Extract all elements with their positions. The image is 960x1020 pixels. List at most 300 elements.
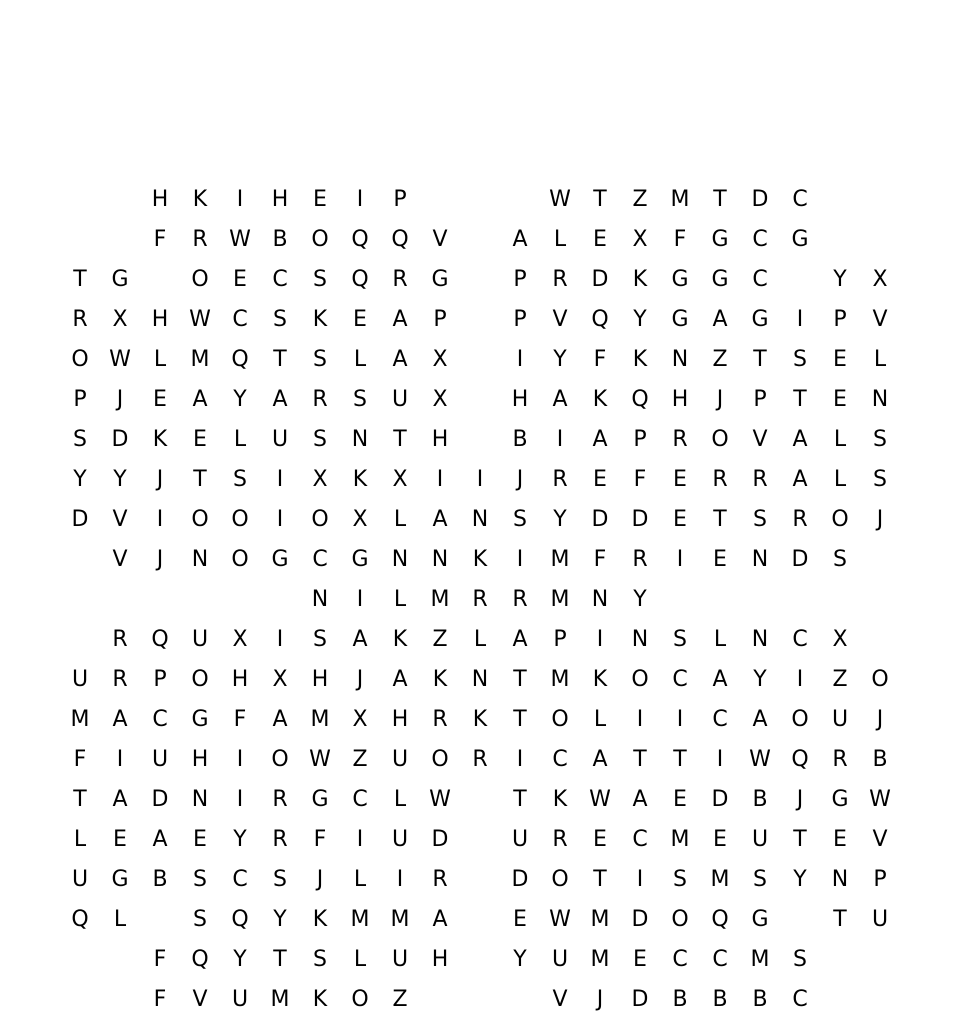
letter-cell[interactable]: T bbox=[793, 827, 807, 852]
letter-cell[interactable]: T bbox=[593, 867, 607, 892]
letter-cell[interactable]: D bbox=[151, 787, 169, 812]
letter-cell[interactable]: L bbox=[553, 227, 567, 252]
letter-cell[interactable]: Y bbox=[553, 347, 567, 372]
letter-cell[interactable]: N bbox=[431, 547, 449, 572]
letter-cell[interactable]: L bbox=[73, 827, 87, 852]
letter-cell[interactable]: C bbox=[352, 787, 368, 812]
letter-cell[interactable]: E bbox=[193, 427, 207, 452]
letter-cell[interactable]: M bbox=[390, 907, 410, 932]
letter-cell[interactable]: P bbox=[633, 427, 647, 452]
letter-cell[interactable]: L bbox=[833, 467, 847, 492]
letter-cell[interactable]: H bbox=[431, 947, 449, 972]
letter-cell[interactable]: K bbox=[152, 427, 168, 452]
letter-cell[interactable]: S bbox=[233, 467, 247, 492]
letter-cell[interactable]: S bbox=[273, 307, 287, 332]
letter-cell[interactable]: G bbox=[431, 267, 449, 292]
letter-cell[interactable]: C bbox=[272, 267, 288, 292]
letter-cell[interactable]: S bbox=[73, 427, 87, 452]
letter-cell[interactable]: D bbox=[631, 907, 649, 932]
letter-cell[interactable]: G bbox=[111, 867, 129, 892]
letter-cell[interactable]: B bbox=[152, 867, 168, 892]
letter-cell[interactable]: E bbox=[833, 347, 847, 372]
letter-cell[interactable]: I bbox=[476, 467, 484, 492]
letter-cell[interactable]: K bbox=[192, 187, 208, 212]
letter-cell[interactable]: C bbox=[752, 227, 768, 252]
letter-cell[interactable]: H bbox=[431, 427, 449, 452]
letter-cell[interactable]: X bbox=[872, 267, 888, 292]
letter-cell[interactable]: M bbox=[550, 667, 570, 692]
letter-cell[interactable]: R bbox=[472, 747, 488, 772]
letter-cell[interactable]: I bbox=[636, 867, 644, 892]
letter-cell[interactable]: I bbox=[556, 427, 564, 452]
letter-cell[interactable]: J bbox=[516, 467, 524, 492]
letter-cell[interactable]: C bbox=[792, 627, 808, 652]
letter-cell[interactable]: Y bbox=[73, 467, 87, 492]
letter-cell[interactable]: C bbox=[752, 267, 768, 292]
letter-cell[interactable]: W bbox=[109, 347, 131, 372]
letter-cell[interactable]: P bbox=[513, 307, 527, 332]
letter-cell[interactable]: W bbox=[229, 227, 251, 252]
letter-cell[interactable]: R bbox=[752, 467, 768, 492]
letter-cell[interactable]: I bbox=[676, 547, 684, 572]
letter-cell[interactable]: T bbox=[713, 507, 727, 532]
letter-cell[interactable]: Z bbox=[392, 987, 408, 1012]
letter-cell[interactable]: O bbox=[71, 347, 89, 372]
letter-cell[interactable]: R bbox=[552, 827, 568, 852]
letter-cell[interactable]: I bbox=[276, 627, 284, 652]
letter-cell[interactable]: J bbox=[716, 387, 724, 412]
letter-cell[interactable]: A bbox=[192, 387, 208, 412]
letter-cell[interactable]: L bbox=[153, 347, 167, 372]
letter-cell[interactable]: G bbox=[751, 907, 769, 932]
letter-cell[interactable]: H bbox=[671, 387, 689, 412]
letter-cell[interactable]: I bbox=[276, 507, 284, 532]
letter-cell[interactable]: U bbox=[391, 747, 409, 772]
letter-cell[interactable]: J bbox=[796, 787, 804, 812]
letter-cell[interactable]: W bbox=[189, 307, 211, 332]
letter-cell[interactable]: C bbox=[232, 307, 248, 332]
letter-cell[interactable]: J bbox=[876, 507, 884, 532]
letter-cell[interactable]: X bbox=[632, 227, 648, 252]
letter-cell[interactable]: O bbox=[351, 987, 369, 1012]
letter-cell[interactable]: O bbox=[671, 907, 689, 932]
letter-cell[interactable]: Q bbox=[351, 267, 369, 292]
letter-cell[interactable]: O bbox=[831, 507, 849, 532]
letter-cell[interactable]: F bbox=[673, 227, 687, 252]
letter-cell[interactable]: W bbox=[429, 787, 451, 812]
letter-cell[interactable]: O bbox=[191, 267, 209, 292]
letter-cell[interactable]: X bbox=[312, 467, 328, 492]
letter-cell[interactable]: Q bbox=[71, 907, 89, 932]
letter-cell[interactable]: X bbox=[352, 507, 368, 532]
letter-cell[interactable]: R bbox=[72, 307, 88, 332]
letter-cell[interactable]: M bbox=[270, 987, 290, 1012]
letter-cell[interactable]: E bbox=[713, 827, 727, 852]
letter-cell[interactable]: U bbox=[231, 987, 249, 1012]
letter-cell[interactable]: S bbox=[873, 427, 887, 452]
letter-cell[interactable]: G bbox=[671, 307, 689, 332]
letter-cell[interactable]: I bbox=[356, 827, 364, 852]
letter-cell[interactable]: K bbox=[352, 467, 368, 492]
letter-cell[interactable]: S bbox=[313, 427, 327, 452]
letter-cell[interactable]: S bbox=[273, 867, 287, 892]
letter-cell[interactable]: V bbox=[432, 227, 448, 252]
letter-cell[interactable]: N bbox=[391, 547, 409, 572]
letter-cell[interactable]: J bbox=[596, 987, 604, 1012]
letter-cell[interactable]: K bbox=[432, 667, 448, 692]
letter-cell[interactable]: Y bbox=[273, 907, 287, 932]
letter-cell[interactable]: B bbox=[672, 987, 688, 1012]
letter-cell[interactable]: A bbox=[792, 427, 808, 452]
letter-cell[interactable]: M bbox=[550, 587, 570, 612]
letter-cell[interactable]: E bbox=[673, 467, 687, 492]
letter-cell[interactable]: U bbox=[391, 947, 409, 972]
letter-cell[interactable]: E bbox=[713, 547, 727, 572]
letter-cell[interactable]: N bbox=[591, 587, 609, 612]
letter-cell[interactable]: A bbox=[432, 507, 448, 532]
letter-cell[interactable]: F bbox=[153, 947, 167, 972]
letter-cell[interactable]: N bbox=[311, 587, 329, 612]
letter-cell[interactable]: T bbox=[273, 347, 287, 372]
letter-cell[interactable]: R bbox=[432, 707, 448, 732]
letter-cell[interactable]: U bbox=[391, 387, 409, 412]
letter-cell[interactable]: Q bbox=[231, 347, 249, 372]
letter-cell[interactable]: I bbox=[276, 467, 284, 492]
letter-cell[interactable]: Q bbox=[791, 747, 809, 772]
letter-cell[interactable]: N bbox=[751, 547, 769, 572]
letter-cell[interactable]: M bbox=[710, 867, 730, 892]
letter-cell[interactable]: R bbox=[112, 627, 128, 652]
letter-cell[interactable]: V bbox=[112, 507, 128, 532]
letter-cell[interactable]: Q bbox=[191, 947, 209, 972]
letter-cell[interactable]: M bbox=[350, 907, 370, 932]
letter-cell[interactable]: A bbox=[272, 707, 288, 732]
letter-cell[interactable]: P bbox=[433, 307, 447, 332]
letter-cell[interactable]: Y bbox=[513, 947, 527, 972]
letter-cell[interactable]: T bbox=[513, 707, 527, 732]
letter-cell[interactable]: A bbox=[632, 787, 648, 812]
letter-cell[interactable]: A bbox=[152, 827, 168, 852]
letter-cell[interactable]: M bbox=[430, 587, 450, 612]
letter-cell[interactable]: O bbox=[311, 507, 329, 532]
letter-cell[interactable]: D bbox=[511, 867, 529, 892]
letter-cell[interactable]: R bbox=[392, 267, 408, 292]
letter-cell[interactable]: I bbox=[796, 307, 804, 332]
letter-cell[interactable]: V bbox=[752, 427, 768, 452]
letter-cell[interactable]: H bbox=[511, 387, 529, 412]
letter-cell[interactable]: Y bbox=[793, 867, 807, 892]
letter-cell[interactable]: T bbox=[513, 787, 527, 812]
letter-cell[interactable]: U bbox=[191, 627, 209, 652]
letter-cell[interactable]: K bbox=[552, 787, 568, 812]
letter-cell[interactable]: Y bbox=[233, 827, 247, 852]
letter-cell[interactable]: I bbox=[716, 747, 724, 772]
letter-cell[interactable]: U bbox=[751, 827, 769, 852]
letter-cell[interactable]: S bbox=[673, 867, 687, 892]
letter-cell[interactable]: C bbox=[792, 987, 808, 1012]
letter-cell[interactable]: W bbox=[749, 747, 771, 772]
letter-cell[interactable]: D bbox=[791, 547, 809, 572]
letter-cell[interactable]: K bbox=[632, 267, 648, 292]
letter-cell[interactable]: R bbox=[792, 507, 808, 532]
letter-cell[interactable]: W bbox=[589, 787, 611, 812]
letter-cell[interactable]: W bbox=[549, 907, 571, 932]
letter-cell[interactable]: A bbox=[432, 907, 448, 932]
letter-cell[interactable]: U bbox=[511, 827, 529, 852]
letter-cell[interactable]: G bbox=[351, 547, 369, 572]
letter-cell[interactable]: L bbox=[833, 427, 847, 452]
letter-cell[interactable]: N bbox=[191, 547, 209, 572]
letter-cell[interactable]: I bbox=[516, 347, 524, 372]
letter-cell[interactable]: E bbox=[233, 267, 247, 292]
letter-cell[interactable]: L bbox=[713, 627, 727, 652]
letter-cell[interactable]: X bbox=[352, 707, 368, 732]
letter-cell[interactable]: E bbox=[833, 387, 847, 412]
letter-cell[interactable]: X bbox=[112, 307, 128, 332]
letter-cell[interactable]: O bbox=[431, 747, 449, 772]
letter-cell[interactable]: M bbox=[590, 947, 610, 972]
letter-cell[interactable]: B bbox=[752, 987, 768, 1012]
letter-cell[interactable]: D bbox=[751, 187, 769, 212]
letter-cell[interactable]: A bbox=[512, 227, 528, 252]
letter-cell[interactable]: P bbox=[873, 867, 887, 892]
letter-cell[interactable]: X bbox=[432, 387, 448, 412]
letter-cell[interactable]: U bbox=[871, 907, 889, 932]
letter-cell[interactable]: L bbox=[353, 867, 367, 892]
letter-cell[interactable]: H bbox=[271, 187, 289, 212]
letter-cell[interactable]: X bbox=[272, 667, 288, 692]
letter-cell[interactable]: N bbox=[351, 427, 369, 452]
letter-cell[interactable]: N bbox=[471, 507, 489, 532]
letter-cell[interactable]: N bbox=[191, 787, 209, 812]
letter-cell[interactable]: O bbox=[191, 507, 209, 532]
letter-cell[interactable]: J bbox=[356, 667, 364, 692]
letter-cell[interactable]: C bbox=[312, 547, 328, 572]
letter-cell[interactable]: R bbox=[712, 467, 728, 492]
letter-cell[interactable]: X bbox=[232, 627, 248, 652]
letter-cell[interactable]: K bbox=[632, 347, 648, 372]
letter-cell[interactable]: T bbox=[73, 267, 87, 292]
letter-cell[interactable]: T bbox=[593, 187, 607, 212]
letter-cell[interactable]: I bbox=[676, 707, 684, 732]
letter-cell[interactable]: D bbox=[431, 827, 449, 852]
letter-cell[interactable]: K bbox=[472, 547, 488, 572]
letter-cell[interactable]: F bbox=[313, 827, 327, 852]
letter-cell[interactable]: O bbox=[871, 667, 889, 692]
letter-cell[interactable]: C bbox=[712, 707, 728, 732]
letter-cell[interactable]: V bbox=[552, 307, 568, 332]
letter-cell[interactable]: I bbox=[356, 587, 364, 612]
letter-cell[interactable]: V bbox=[552, 987, 568, 1012]
letter-cell[interactable]: B bbox=[512, 427, 528, 452]
letter-cell[interactable]: I bbox=[516, 747, 524, 772]
letter-cell[interactable]: J bbox=[116, 387, 124, 412]
letter-cell[interactable]: C bbox=[672, 667, 688, 692]
letter-cell[interactable]: N bbox=[831, 867, 849, 892]
letter-cell[interactable]: P bbox=[393, 187, 407, 212]
letter-cell[interactable]: R bbox=[632, 547, 648, 572]
letter-cell[interactable]: R bbox=[672, 427, 688, 452]
letter-cell[interactable]: N bbox=[671, 347, 689, 372]
letter-cell[interactable]: O bbox=[791, 707, 809, 732]
letter-cell[interactable]: C bbox=[232, 867, 248, 892]
letter-cell[interactable]: K bbox=[592, 387, 608, 412]
letter-cell[interactable]: J bbox=[316, 867, 324, 892]
letter-cell[interactable]: A bbox=[712, 667, 728, 692]
letter-cell[interactable]: H bbox=[231, 667, 249, 692]
letter-cell[interactable]: M bbox=[670, 187, 690, 212]
letter-cell[interactable]: Y bbox=[633, 587, 647, 612]
letter-cell[interactable]: Q bbox=[711, 907, 729, 932]
letter-cell[interactable]: L bbox=[393, 787, 407, 812]
letter-cell[interactable]: C bbox=[152, 707, 168, 732]
letter-cell[interactable]: P bbox=[153, 667, 167, 692]
letter-cell[interactable]: E bbox=[833, 827, 847, 852]
letter-cell[interactable]: M bbox=[670, 827, 690, 852]
letter-cell[interactable]: R bbox=[552, 267, 568, 292]
letter-cell[interactable]: U bbox=[831, 707, 849, 732]
letter-cell[interactable]: I bbox=[796, 667, 804, 692]
letter-cell[interactable]: K bbox=[312, 907, 328, 932]
letter-cell[interactable]: G bbox=[671, 267, 689, 292]
letter-cell[interactable]: G bbox=[711, 267, 729, 292]
letter-cell[interactable]: I bbox=[236, 787, 244, 812]
letter-cell[interactable]: E bbox=[513, 907, 527, 932]
letter-cell[interactable]: E bbox=[113, 827, 127, 852]
letter-cell[interactable]: L bbox=[393, 507, 407, 532]
letter-cell[interactable]: A bbox=[392, 307, 408, 332]
letter-cell[interactable]: B bbox=[752, 787, 768, 812]
letter-cell[interactable]: M bbox=[190, 347, 210, 372]
letter-cell[interactable]: L bbox=[353, 347, 367, 372]
letter-cell[interactable]: R bbox=[112, 667, 128, 692]
letter-cell[interactable]: M bbox=[70, 707, 90, 732]
letter-cell[interactable]: T bbox=[713, 187, 727, 212]
letter-cell[interactable]: D bbox=[71, 507, 89, 532]
letter-cell[interactable]: A bbox=[352, 627, 368, 652]
letter-cell[interactable]: P bbox=[833, 307, 847, 332]
letter-cell[interactable]: H bbox=[311, 667, 329, 692]
letter-cell[interactable]: R bbox=[272, 787, 288, 812]
letter-cell[interactable]: F bbox=[153, 227, 167, 252]
letter-cell[interactable]: F bbox=[593, 547, 607, 572]
letter-cell[interactable]: B bbox=[872, 747, 888, 772]
letter-cell[interactable]: C bbox=[632, 827, 648, 852]
letter-cell[interactable]: S bbox=[753, 507, 767, 532]
letter-cell[interactable]: S bbox=[313, 627, 327, 652]
letter-cell[interactable]: S bbox=[353, 387, 367, 412]
letter-cell[interactable]: O bbox=[311, 227, 329, 252]
letter-cell[interactable]: R bbox=[432, 867, 448, 892]
letter-cell[interactable]: O bbox=[271, 747, 289, 772]
letter-cell[interactable]: Y bbox=[113, 467, 127, 492]
letter-cell[interactable]: P bbox=[73, 387, 87, 412]
letter-cell[interactable]: W bbox=[309, 747, 331, 772]
letter-cell[interactable]: P bbox=[553, 627, 567, 652]
letter-cell[interactable]: U bbox=[271, 427, 289, 452]
letter-cell[interactable]: A bbox=[112, 787, 128, 812]
letter-cell[interactable]: D bbox=[631, 987, 649, 1012]
letter-cell[interactable]: Y bbox=[233, 387, 247, 412]
letter-cell[interactable]: R bbox=[512, 587, 528, 612]
letter-cell[interactable]: R bbox=[272, 827, 288, 852]
letter-cell[interactable]: F bbox=[633, 467, 647, 492]
letter-cell[interactable]: D bbox=[591, 267, 609, 292]
letter-cell[interactable]: T bbox=[633, 747, 647, 772]
letter-cell[interactable]: X bbox=[832, 627, 848, 652]
letter-cell[interactable]: T bbox=[753, 347, 767, 372]
letter-cell[interactable]: H bbox=[151, 187, 169, 212]
letter-cell[interactable]: F bbox=[73, 747, 87, 772]
letter-cell[interactable]: W bbox=[549, 187, 571, 212]
letter-cell[interactable]: I bbox=[236, 187, 244, 212]
letter-cell[interactable]: T bbox=[193, 467, 207, 492]
letter-cell[interactable]: P bbox=[513, 267, 527, 292]
letter-cell[interactable]: J bbox=[156, 547, 164, 572]
letter-cell[interactable]: Q bbox=[151, 627, 169, 652]
letter-cell[interactable]: N bbox=[751, 627, 769, 652]
letter-cell[interactable]: H bbox=[191, 747, 209, 772]
letter-cell[interactable]: D bbox=[631, 507, 649, 532]
letter-cell[interactable]: U bbox=[71, 667, 89, 692]
letter-cell[interactable]: C bbox=[672, 947, 688, 972]
letter-cell[interactable]: A bbox=[792, 467, 808, 492]
letter-cell[interactable]: G bbox=[111, 267, 129, 292]
letter-cell[interactable]: Q bbox=[231, 907, 249, 932]
letter-cell[interactable]: A bbox=[272, 387, 288, 412]
letter-cell[interactable]: Y bbox=[833, 267, 847, 292]
letter-cell[interactable]: K bbox=[312, 987, 328, 1012]
letter-cell[interactable]: S bbox=[673, 627, 687, 652]
letter-cell[interactable]: Y bbox=[233, 947, 247, 972]
letter-cell[interactable]: I bbox=[436, 467, 444, 492]
letter-cell[interactable]: S bbox=[513, 507, 527, 532]
letter-cell[interactable]: A bbox=[392, 347, 408, 372]
letter-cell[interactable]: I bbox=[636, 707, 644, 732]
letter-cell[interactable]: S bbox=[793, 947, 807, 972]
letter-cell[interactable]: Q bbox=[631, 387, 649, 412]
letter-cell[interactable]: S bbox=[873, 467, 887, 492]
letter-cell[interactable]: C bbox=[552, 747, 568, 772]
letter-cell[interactable]: E bbox=[593, 227, 607, 252]
letter-cell[interactable]: Y bbox=[633, 307, 647, 332]
letter-cell[interactable]: G bbox=[791, 227, 809, 252]
letter-cell[interactable]: L bbox=[113, 907, 127, 932]
letter-cell[interactable]: L bbox=[473, 627, 487, 652]
letter-cell[interactable]: D bbox=[711, 787, 729, 812]
letter-cell[interactable]: G bbox=[311, 787, 329, 812]
letter-cell[interactable]: S bbox=[833, 547, 847, 572]
letter-cell[interactable]: R bbox=[832, 747, 848, 772]
letter-cell[interactable]: S bbox=[193, 867, 207, 892]
letter-cell[interactable]: L bbox=[393, 587, 407, 612]
letter-cell[interactable]: A bbox=[712, 307, 728, 332]
letter-cell[interactable]: Q bbox=[591, 307, 609, 332]
letter-cell[interactable]: J bbox=[156, 467, 164, 492]
letter-cell[interactable]: H bbox=[391, 707, 409, 732]
letter-cell[interactable]: Z bbox=[832, 667, 848, 692]
letter-cell[interactable]: C bbox=[712, 947, 728, 972]
letter-cell[interactable]: M bbox=[750, 947, 770, 972]
letter-cell[interactable]: D bbox=[591, 507, 609, 532]
letter-cell[interactable]: O bbox=[551, 867, 569, 892]
letter-cell[interactable]: N bbox=[471, 667, 489, 692]
letter-cell[interactable]: X bbox=[392, 467, 408, 492]
letter-cell[interactable]: L bbox=[873, 347, 887, 372]
letter-cell[interactable]: Y bbox=[553, 507, 567, 532]
letter-cell[interactable]: F bbox=[153, 987, 167, 1012]
letter-cell[interactable]: E bbox=[353, 307, 367, 332]
